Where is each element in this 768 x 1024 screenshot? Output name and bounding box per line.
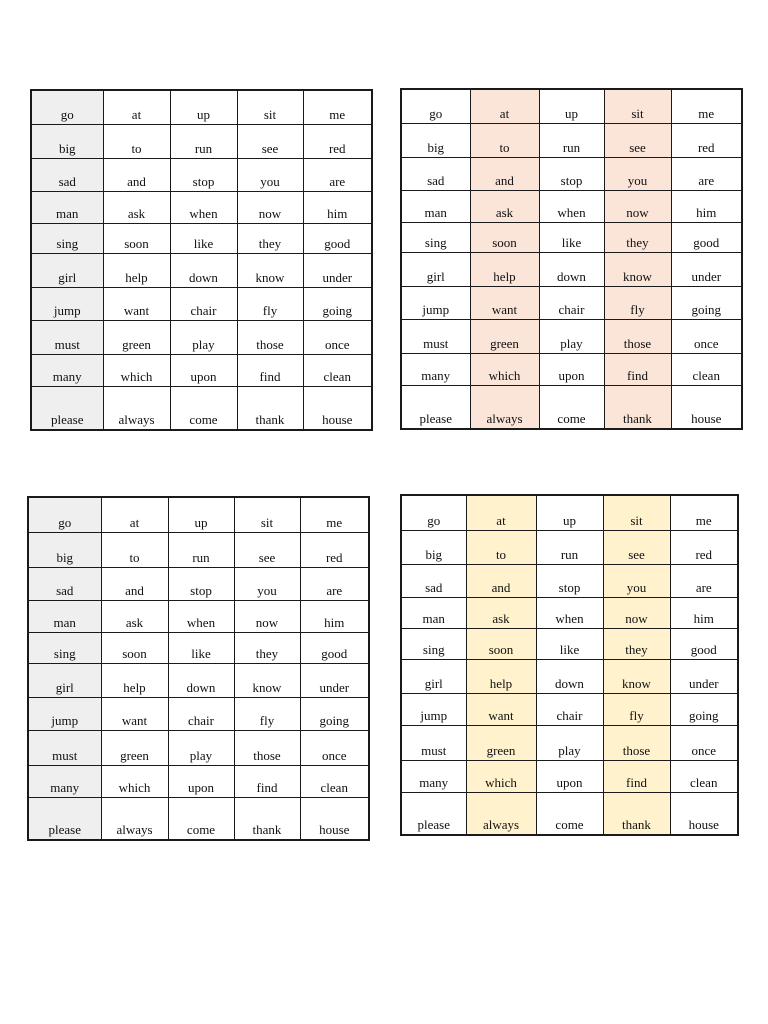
- word-cell: stop: [536, 564, 603, 597]
- word-cell: soon: [101, 632, 168, 663]
- word-cell: like: [539, 222, 604, 252]
- word-cell: man: [401, 597, 466, 628]
- table-row: [401, 792, 738, 835]
- table-row: [31, 223, 372, 253]
- word-cell: ask: [103, 191, 170, 223]
- word-cell: like: [170, 223, 237, 253]
- table-row: [28, 567, 369, 600]
- word-cell: sit: [604, 89, 671, 123]
- word-cell: me: [670, 495, 738, 530]
- word-table-bottom-right: [400, 494, 739, 836]
- table-row: [401, 495, 738, 530]
- word-cell: they: [234, 632, 300, 663]
- word-cell: going: [671, 286, 742, 319]
- word-cell: run: [539, 123, 604, 157]
- word-cell: come: [539, 385, 604, 429]
- table-row: [31, 386, 372, 430]
- word-cell: those: [604, 319, 671, 353]
- word-cell: him: [670, 597, 738, 628]
- word-cell: to: [466, 530, 536, 564]
- table-row: [28, 697, 369, 730]
- word-cell: big: [31, 124, 103, 158]
- word-cell: find: [604, 353, 671, 385]
- word-cell: help: [466, 659, 536, 693]
- word-cell: those: [237, 320, 303, 354]
- word-cell: always: [466, 792, 536, 835]
- table-row: [31, 124, 372, 158]
- word-cell: upon: [536, 760, 603, 792]
- table-row: [401, 564, 738, 597]
- word-cell: sing: [401, 222, 470, 252]
- word-cell: fly: [604, 286, 671, 319]
- word-cell: under: [670, 659, 738, 693]
- word-cell: must: [401, 319, 470, 353]
- word-cell: once: [670, 725, 738, 760]
- word-cell: when: [168, 600, 234, 632]
- word-cell: which: [101, 765, 168, 797]
- word-cell: come: [168, 797, 234, 840]
- word-cell: upon: [170, 354, 237, 386]
- word-cell: green: [466, 725, 536, 760]
- table-row: [31, 253, 372, 287]
- table-row: [28, 663, 369, 697]
- word-cell: you: [237, 158, 303, 191]
- table-row: [401, 628, 738, 659]
- word-cell: play: [539, 319, 604, 353]
- table-row: [31, 354, 372, 386]
- word-cell: sing: [31, 223, 103, 253]
- word-cell: ask: [470, 190, 539, 222]
- word-cell: sit: [234, 497, 300, 532]
- word-cell: always: [470, 385, 539, 429]
- word-cell: sit: [603, 495, 670, 530]
- word-cell: see: [604, 123, 671, 157]
- word-cell: up: [539, 89, 604, 123]
- word-cell: house: [670, 792, 738, 835]
- word-cell: red: [303, 124, 372, 158]
- word-cell: soon: [103, 223, 170, 253]
- word-cell: fly: [603, 693, 670, 725]
- word-cell: under: [303, 253, 372, 287]
- word-cell: find: [603, 760, 670, 792]
- word-cell: want: [101, 697, 168, 730]
- word-cell: ask: [101, 600, 168, 632]
- word-cell: sit: [237, 90, 303, 124]
- table-row: [31, 320, 372, 354]
- word-cell: girl: [28, 663, 101, 697]
- word-cell: play: [168, 730, 234, 765]
- word-cell: see: [234, 532, 300, 567]
- word-cell: down: [539, 252, 604, 286]
- word-cell: at: [103, 90, 170, 124]
- word-cell: house: [303, 386, 372, 430]
- word-cell: now: [604, 190, 671, 222]
- word-cell: down: [168, 663, 234, 697]
- word-cell: me: [671, 89, 742, 123]
- word-cell: once: [303, 320, 372, 354]
- word-cell: find: [237, 354, 303, 386]
- word-cell: know: [603, 659, 670, 693]
- word-cell: know: [234, 663, 300, 697]
- word-cell: and: [466, 564, 536, 597]
- word-cell: once: [671, 319, 742, 353]
- word-cell: you: [234, 567, 300, 600]
- word-cell: good: [300, 632, 369, 663]
- word-cell: ask: [466, 597, 536, 628]
- word-cell: house: [300, 797, 369, 840]
- word-cell: like: [536, 628, 603, 659]
- word-cell: run: [170, 124, 237, 158]
- table-row: [401, 693, 738, 725]
- word-cell: help: [103, 253, 170, 287]
- table-row: [401, 222, 742, 252]
- word-cell: going: [300, 697, 369, 730]
- word-cell: and: [101, 567, 168, 600]
- table-row: [401, 597, 738, 628]
- word-cell: sad: [31, 158, 103, 191]
- word-cell: at: [470, 89, 539, 123]
- word-cell: are: [303, 158, 372, 191]
- word-cell: sad: [401, 157, 470, 190]
- word-table-top-left: [30, 89, 373, 431]
- word-cell: many: [401, 353, 470, 385]
- word-cell: run: [536, 530, 603, 564]
- word-cell: up: [536, 495, 603, 530]
- word-cell: find: [234, 765, 300, 797]
- word-cell: come: [170, 386, 237, 430]
- table-row: [28, 730, 369, 765]
- word-cell: down: [536, 659, 603, 693]
- word-cell: up: [170, 90, 237, 124]
- word-cell: are: [300, 567, 369, 600]
- word-cell: stop: [168, 567, 234, 600]
- word-cell: run: [168, 532, 234, 567]
- word-cell: you: [603, 564, 670, 597]
- word-cell: you: [604, 157, 671, 190]
- table-row: [401, 286, 742, 319]
- word-cell: come: [536, 792, 603, 835]
- word-cell: clean: [671, 353, 742, 385]
- word-cell: under: [671, 252, 742, 286]
- word-cell: help: [101, 663, 168, 697]
- word-cell: up: [168, 497, 234, 532]
- table-row: [28, 797, 369, 840]
- word-cell: are: [671, 157, 742, 190]
- table-row: [28, 632, 369, 663]
- word-cell: know: [237, 253, 303, 287]
- table-row: [28, 532, 369, 567]
- word-cell: when: [536, 597, 603, 628]
- word-cell: chair: [539, 286, 604, 319]
- word-cell: going: [670, 693, 738, 725]
- word-cell: at: [466, 495, 536, 530]
- word-cell: down: [170, 253, 237, 287]
- word-cell: see: [237, 124, 303, 158]
- word-cell: house: [671, 385, 742, 429]
- table-row: [401, 89, 742, 123]
- word-cell: fly: [234, 697, 300, 730]
- word-cell: green: [101, 730, 168, 765]
- word-table-top-right: [400, 88, 743, 430]
- word-cell: want: [103, 287, 170, 320]
- table-row: [31, 158, 372, 191]
- word-cell: once: [300, 730, 369, 765]
- word-cell: me: [303, 90, 372, 124]
- word-table-bottom-left: [27, 496, 370, 841]
- word-cell: chair: [168, 697, 234, 730]
- word-cell: upon: [168, 765, 234, 797]
- word-cell: always: [103, 386, 170, 430]
- word-cell: play: [170, 320, 237, 354]
- word-cell: always: [101, 797, 168, 840]
- word-cell: stop: [170, 158, 237, 191]
- table-row: [401, 760, 738, 792]
- word-cell: soon: [470, 222, 539, 252]
- word-cell: jump: [401, 286, 470, 319]
- table-row: [401, 157, 742, 190]
- word-cell: me: [300, 497, 369, 532]
- word-cell: green: [103, 320, 170, 354]
- table-row: [401, 725, 738, 760]
- word-cell: now: [237, 191, 303, 223]
- word-cell: chair: [170, 287, 237, 320]
- word-cell: upon: [539, 353, 604, 385]
- word-cell: please: [28, 797, 101, 840]
- word-cell: must: [401, 725, 466, 760]
- word-cell: and: [470, 157, 539, 190]
- word-cell: red: [300, 532, 369, 567]
- word-cell: clean: [300, 765, 369, 797]
- word-cell: now: [603, 597, 670, 628]
- table-row: [401, 385, 742, 429]
- word-cell: which: [470, 353, 539, 385]
- word-cell: want: [470, 286, 539, 319]
- word-cell: sing: [401, 628, 466, 659]
- word-cell: go: [401, 89, 470, 123]
- table-row: [31, 287, 372, 320]
- table-row: [28, 600, 369, 632]
- table-row: [28, 497, 369, 532]
- word-cell: please: [401, 792, 466, 835]
- word-cell: please: [401, 385, 470, 429]
- word-cell: at: [101, 497, 168, 532]
- word-cell: sad: [401, 564, 466, 597]
- word-cell: those: [234, 730, 300, 765]
- word-cell: go: [401, 495, 466, 530]
- word-cell: to: [101, 532, 168, 567]
- word-cell: him: [303, 191, 372, 223]
- word-cell: know: [604, 252, 671, 286]
- table-row: [401, 252, 742, 286]
- word-cell: red: [670, 530, 738, 564]
- table-row: [401, 353, 742, 385]
- word-cell: soon: [466, 628, 536, 659]
- word-cell: want: [466, 693, 536, 725]
- word-cell: good: [671, 222, 742, 252]
- word-cell: green: [470, 319, 539, 353]
- word-cell: good: [303, 223, 372, 253]
- word-cell: thank: [603, 792, 670, 835]
- table-row: [401, 659, 738, 693]
- word-cell: now: [234, 600, 300, 632]
- word-cell: to: [103, 124, 170, 158]
- word-cell: him: [300, 600, 369, 632]
- table-row: [31, 191, 372, 223]
- word-cell: which: [466, 760, 536, 792]
- word-cell: clean: [670, 760, 738, 792]
- word-cell: go: [28, 497, 101, 532]
- word-cell: stop: [539, 157, 604, 190]
- word-cell: jump: [31, 287, 103, 320]
- word-cell: under: [300, 663, 369, 697]
- word-cell: go: [31, 90, 103, 124]
- word-cell: girl: [31, 253, 103, 287]
- word-cell: thank: [604, 385, 671, 429]
- word-cell: play: [536, 725, 603, 760]
- word-cell: must: [28, 730, 101, 765]
- word-cell: when: [539, 190, 604, 222]
- table-row: [28, 765, 369, 797]
- word-cell: him: [671, 190, 742, 222]
- word-cell: like: [168, 632, 234, 663]
- word-cell: help: [470, 252, 539, 286]
- word-cell: red: [671, 123, 742, 157]
- word-cell: man: [28, 600, 101, 632]
- word-cell: are: [670, 564, 738, 597]
- word-cell: clean: [303, 354, 372, 386]
- word-cell: many: [401, 760, 466, 792]
- word-cell: thank: [237, 386, 303, 430]
- word-cell: going: [303, 287, 372, 320]
- word-cell: thank: [234, 797, 300, 840]
- word-cell: they: [237, 223, 303, 253]
- word-cell: good: [670, 628, 738, 659]
- word-cell: sing: [28, 632, 101, 663]
- word-cell: jump: [28, 697, 101, 730]
- word-cell: girl: [401, 659, 466, 693]
- word-cell: man: [31, 191, 103, 223]
- word-cell: those: [603, 725, 670, 760]
- word-cell: please: [31, 386, 103, 430]
- word-cell: they: [604, 222, 671, 252]
- table-row: [401, 123, 742, 157]
- word-cell: many: [28, 765, 101, 797]
- word-cell: girl: [401, 252, 470, 286]
- word-cell: to: [470, 123, 539, 157]
- word-cell: jump: [401, 693, 466, 725]
- word-cell: which: [103, 354, 170, 386]
- word-cell: must: [31, 320, 103, 354]
- word-cell: man: [401, 190, 470, 222]
- word-cell: when: [170, 191, 237, 223]
- word-cell: sad: [28, 567, 101, 600]
- word-cell: chair: [536, 693, 603, 725]
- word-cell: they: [603, 628, 670, 659]
- word-cell: big: [401, 530, 466, 564]
- table-row: [31, 90, 372, 124]
- word-cell: big: [401, 123, 470, 157]
- word-cell: and: [103, 158, 170, 191]
- word-cell: big: [28, 532, 101, 567]
- table-row: [401, 319, 742, 353]
- word-cell: many: [31, 354, 103, 386]
- table-row: [401, 530, 738, 564]
- word-cell: see: [603, 530, 670, 564]
- table-row: [401, 190, 742, 222]
- word-cell: fly: [237, 287, 303, 320]
